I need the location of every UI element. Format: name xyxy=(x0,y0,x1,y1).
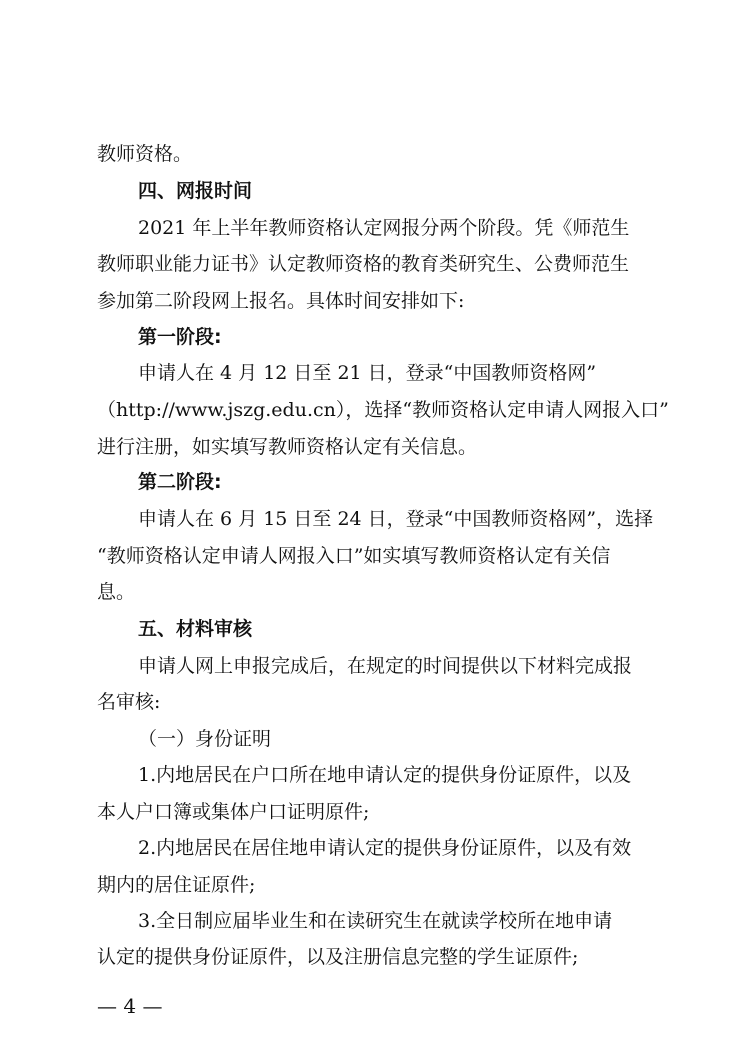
body-text-line-url: （http://www.jszg.edu.cn），选择“教师资格认定申请人网报入口” xyxy=(97,399,669,421)
section-heading-online-registration-time: 四、网报时间 xyxy=(138,180,253,202)
body-text-line: 申请人在 4 月 12 日至 21 日，登录“中国教师资格网” xyxy=(138,362,597,384)
body-text-line: 1.内地居民在户口所在地申请认定的提供身份证原件，以及 xyxy=(138,764,632,786)
body-text-line: 进行注册，如实填写教师资格认定有关信息。 xyxy=(97,436,478,458)
body-text-line: 申请人在 6 月 15 日至 24 日，登录“中国教师资格网”，选择 xyxy=(138,508,654,530)
subheading-phase-one: 第一阶段: xyxy=(138,326,222,348)
body-text-line: 教师资格。 xyxy=(97,143,193,165)
body-text-line: “教师资格认定申请人网报入口”如实填写教师资格认定有关信 xyxy=(97,545,611,567)
body-text-line: 申请人网上申报完成后，在规定的时间提供以下材料完成报 xyxy=(138,655,633,677)
subheading-phase-two: 第二阶段: xyxy=(138,471,222,493)
section-heading-material-review: 五、材料审核 xyxy=(138,618,253,640)
body-text-line: 认定的提供身份证原件，以及注册信息完整的学生证原件; xyxy=(97,946,579,968)
body-text-line: 3.全日制应届毕业生和在读研究生在就读学校所在地申请 xyxy=(138,910,613,932)
body-text-line: 2021 年上半年教师资格认定网报分两个阶段。凭《师范生 xyxy=(138,217,630,239)
body-text-line: 参加第二阶段网上报名。具体时间安排如下: xyxy=(97,290,465,312)
body-text-line: 期内的居住证原件; xyxy=(97,874,256,896)
body-text-line: 本人户口簿或集体户口证明原件; xyxy=(97,801,370,823)
page-number: — 4 — xyxy=(97,994,163,1018)
body-text-line: 教师职业能力证书》认定教师资格的教育类研究生、公费师范生 xyxy=(97,253,630,275)
body-text-line: 2.内地居民在居住地申请认定的提供身份证原件，以及有效 xyxy=(138,837,632,859)
body-text-line: 息。 xyxy=(97,581,136,603)
subheading-identity-proof: （一）身份证明 xyxy=(138,728,272,750)
body-text-line: 名审核: xyxy=(97,691,161,713)
